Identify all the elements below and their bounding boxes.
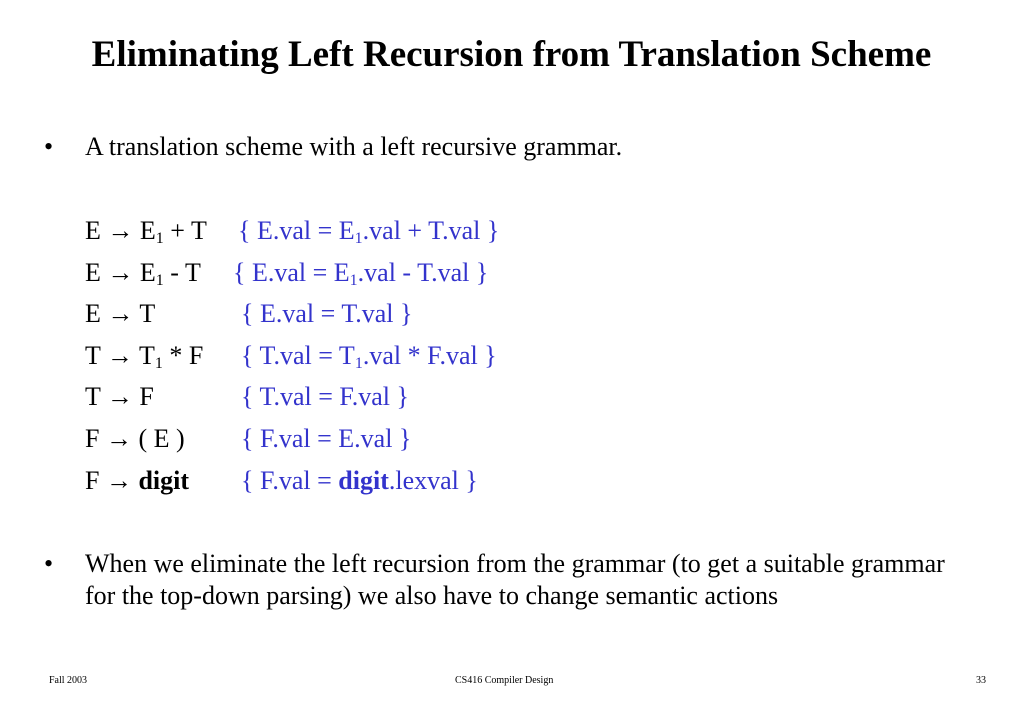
production-rhs: E (139, 216, 156, 245)
production-lhs: E (85, 299, 101, 328)
semantic-action-text: { T.val = T (241, 341, 355, 370)
semantic-action (233, 256, 488, 290)
semantic-action (241, 339, 497, 373)
production-lhs: T (85, 341, 101, 370)
semantic-action: { E.val = T.val } (241, 299, 413, 328)
production-rhs-terminal: digit (138, 466, 190, 495)
footer-date: Fall 2003 (49, 675, 88, 686)
footer-course: CS416 Compiler Design (455, 675, 554, 686)
production-arrow: → (107, 258, 134, 287)
production-rhs: E (139, 258, 156, 287)
production-arrow: → (105, 424, 132, 453)
production-lhs: F (85, 424, 100, 453)
semantic-action-text: { E.val = E (233, 258, 350, 287)
production (85, 380, 154, 414)
page-title: Eliminating Left Recursion from Translation Scheme (91, 34, 932, 75)
production-rhs: F (139, 382, 154, 411)
production-arrow: → (107, 216, 134, 245)
production-lhs: E (85, 216, 101, 245)
semantic-action-rest: .val - T.val } (357, 258, 489, 287)
production-lhs: E (85, 258, 101, 287)
semantic-action-subscript: 1 (354, 230, 363, 247)
semantic-action-terminal: digit (338, 466, 389, 495)
production-rhs: ( E ) (138, 424, 185, 453)
production-rhs: T (139, 299, 156, 328)
semantic-action (238, 214, 499, 248)
production (85, 214, 207, 248)
footer-page-number: 33 (976, 675, 986, 686)
semantic-action-subscript: 1 (354, 355, 363, 372)
production (85, 297, 155, 331)
production-rhs: T (138, 341, 155, 370)
production-lhs: F (85, 466, 100, 495)
production (85, 422, 185, 456)
production-rhs-rest: - T (163, 258, 201, 287)
production-arrow: → (107, 299, 134, 328)
bullet-marker: • (44, 549, 54, 578)
production (85, 464, 189, 498)
production-rhs-rest: * F (162, 341, 204, 370)
production-rhs-subscript: 1 (154, 355, 163, 372)
production (85, 339, 203, 373)
production (85, 256, 201, 290)
production-lhs: T (85, 382, 101, 411)
semantic-action: { T.val = F.val } (241, 382, 410, 411)
semantic-action-text: { F.val = (241, 466, 339, 495)
semantic-action-rest: .lexval } (388, 466, 478, 495)
semantic-action-text: { E.val = E (238, 216, 355, 245)
production-arrow: → (105, 466, 132, 495)
semantic-action-rest: .val * F.val } (362, 341, 497, 370)
production-rhs-rest: + T (163, 216, 207, 245)
production-arrow: → (106, 382, 133, 411)
bullet-marker: • (44, 132, 54, 161)
bullet-text-elimination: When we eliminate the left recursion from the grammar (to get a suitable grammar for the top-down parsing) we also have to change semantic actions (85, 549, 945, 610)
semantic-action (241, 464, 478, 498)
semantic-action: { F.val = E.val } (241, 424, 412, 453)
semantic-action-subscript: 1 (349, 272, 358, 289)
production-arrow: → (106, 341, 133, 370)
production-rhs-subscript: 1 (155, 230, 164, 247)
bullet-text-intro: A translation scheme with a left recursive grammar. (85, 132, 623, 161)
semantic-action-rest: .val + T.val } (362, 216, 500, 245)
production-rhs-subscript: 1 (155, 272, 164, 289)
